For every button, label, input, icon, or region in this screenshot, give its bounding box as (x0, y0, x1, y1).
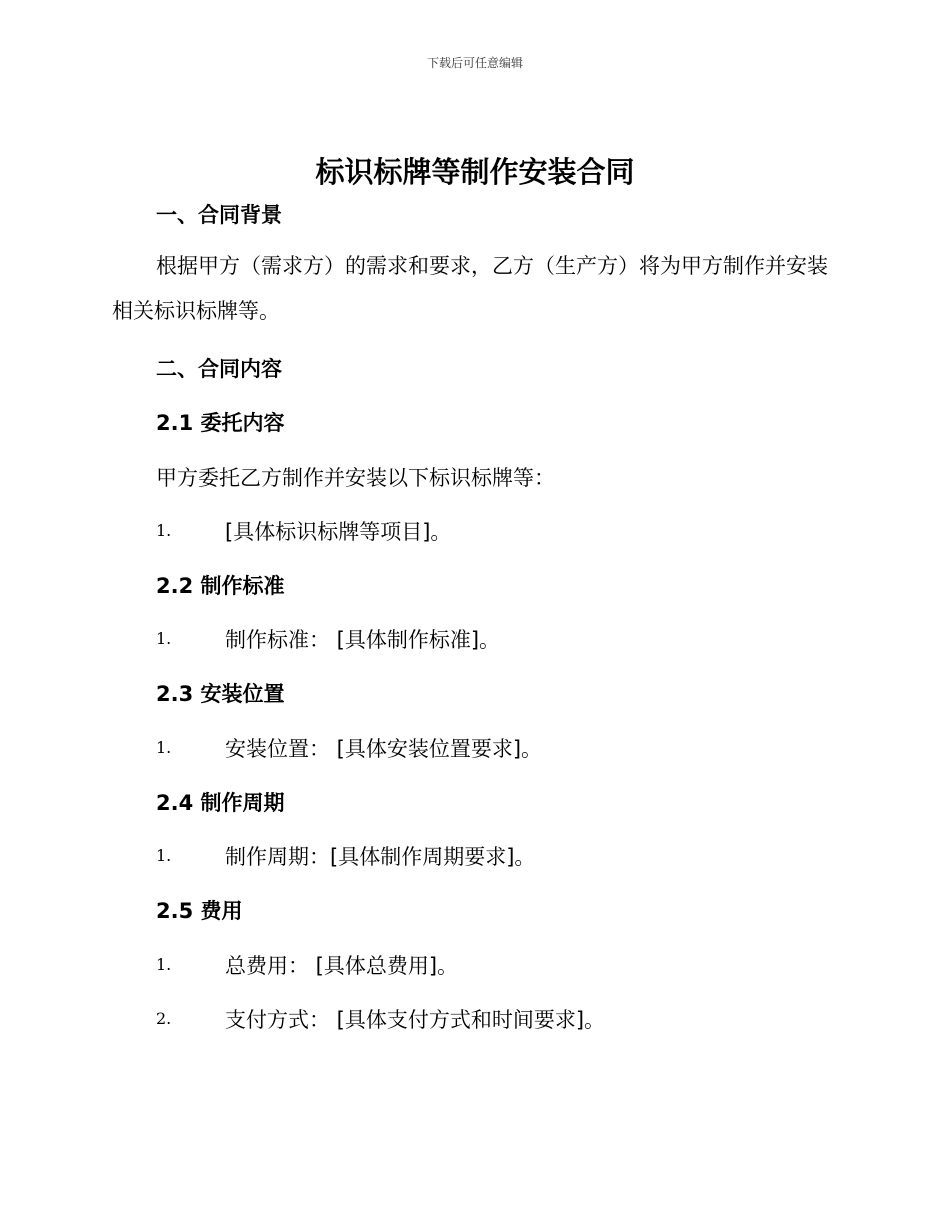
list-item (156, 516, 856, 546)
list-number: 1. (156, 846, 172, 865)
section-heading-content: 二、合同内容 (156, 357, 282, 381)
list-text: 制作标准： [具体制作标准]。 (225, 628, 501, 652)
subsection-heading-standard: 2.2 制作标准 (156, 574, 285, 598)
list-text: 支付方式： [具体支付方式和时间要求]。 (225, 1008, 606, 1032)
subsection-heading-location: 2.3 安装位置 (156, 682, 285, 706)
document-title: 标识标牌等制作安装合同 (315, 155, 635, 189)
list-item (156, 950, 856, 980)
list-number: 2. (156, 1009, 172, 1028)
subsection-heading-period: 2.4 制作周期 (156, 791, 285, 815)
list-number: 1. (156, 738, 172, 757)
subsection-heading-fees: 2.5 费用 (156, 899, 243, 923)
list-item (156, 1004, 856, 1034)
list-number: 1. (156, 955, 172, 974)
list-text: [具体标识标牌等项目]。 (225, 520, 452, 544)
list-text: 安装位置： [具体安装位置要求]。 (225, 737, 543, 761)
list-item (156, 624, 856, 654)
list-number: 1. (156, 521, 172, 540)
commission-intro: 甲方委托乙方制作并安装以下标识标牌等： (156, 466, 555, 490)
header-note: 下载后可任意编辑 (426, 56, 523, 70)
list-item (156, 841, 856, 871)
section-heading-background: 一、合同背景 (156, 203, 282, 227)
list-item (156, 733, 856, 763)
subsection-heading-commission: 2.1 委托内容 (156, 411, 285, 435)
list-text: 总费用： [具体总费用]。 (225, 954, 459, 978)
list-text: 制作周期：[具体制作周期要求]。 (225, 845, 536, 869)
list-number: 1. (156, 629, 172, 648)
background-paragraph: 根据甲方（需求方）的需求和要求，乙方（生产方）将为甲方制作并安装相关标识标牌等。 (112, 254, 828, 323)
